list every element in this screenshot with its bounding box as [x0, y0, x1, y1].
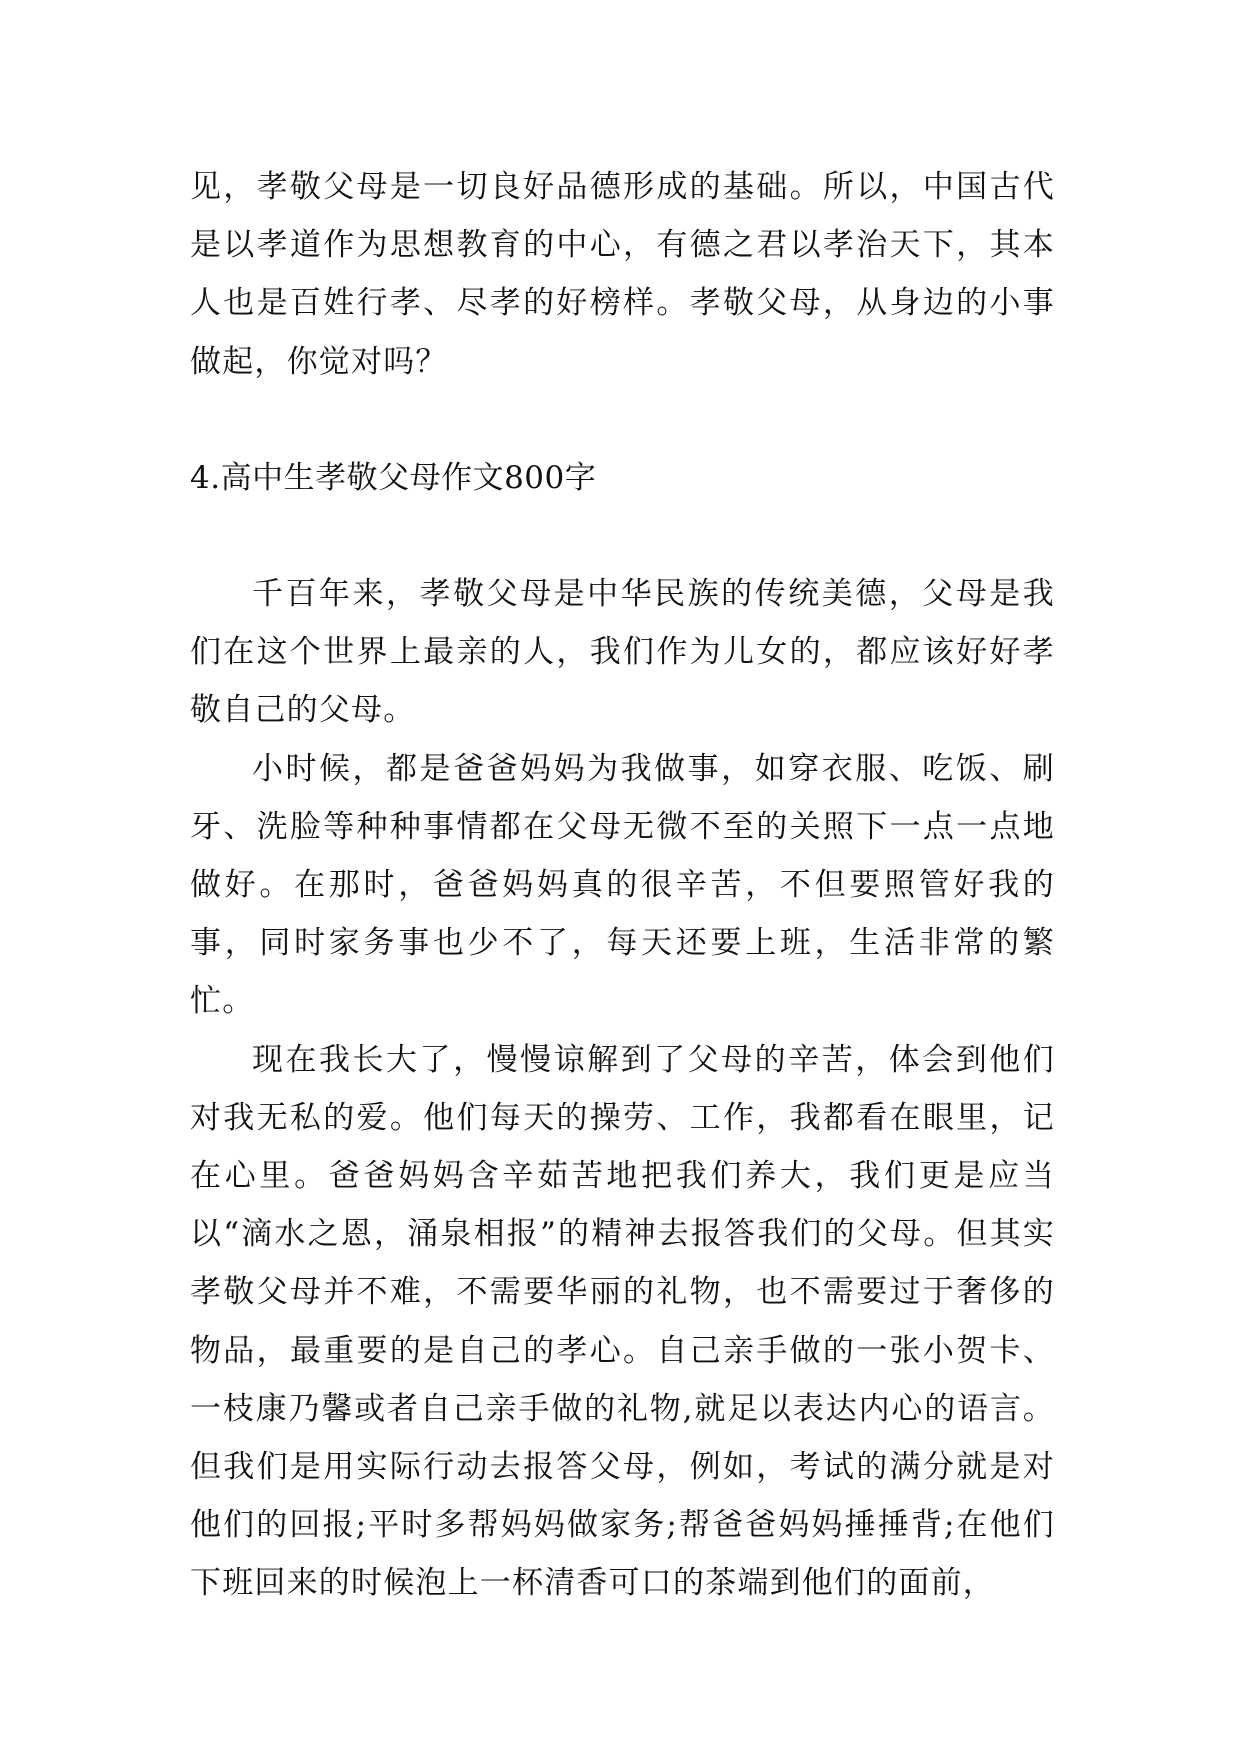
essay-paragraph-3: 现在我长大了，慢慢谅解到了父母的辛苦，体会到他们对我无私的爱。他们每天的操劳、工作，我都看在眼里，记在心里。爸爸妈妈含辛茹苦地把我们养大，我们更是应当以“滴水之恩，涌泉相报”的精神去报答我们的父母。但其实孝敬父母并不难，不需要华丽的礼物，也不需要过于奢侈的物品，最重要的是自己的孝心。自己亲手做的一张小贺卡、一枝康乃馨或者自己亲手做的礼物,就足以表达内心的语言。但我们是用实际行动去报答父母，例如，考试的满分就是对他们的回报;平时多帮妈妈做家务;帮爸爸妈妈捶捶背;在他们下班回来的时候泡上一杯清香可口的茶端到他们的面前，: [190, 1041, 1055, 1602]
essay-paragraph-2: 小时候，都是爸爸妈妈为我做事，如穿衣服、吃饭、刷牙、洗脸等种种事情都在父母无微不至的关照下一点一点地做好。在那时，爸爸妈妈真的很辛苦，不但要照管好我的事，同时家务事也少不了，每天还要上班，生活非常的繁忙。: [190, 750, 1055, 1020]
intro-paragraph: 见，孝敬父母是一切良好品德形成的基础。所以，中国古代是以孝道作为思想教育的中心，有德之君以孝治天下，其本人也是百姓行孝、尽孝的好榜样。孝敬父母，从身边的小事做起，你觉对吗？: [190, 169, 1055, 380]
section-heading: 4.高中生孝敬父母作文800字: [190, 460, 597, 496]
essay-body: [190, 565, 1055, 1613]
essay-paragraph-1: 千百年来，孝敬父母是中华民族的传统美德，父母是我们在这个世界上最亲的人，我们作为儿女的，都应该好好孝敬自己的父母。: [190, 576, 1055, 729]
